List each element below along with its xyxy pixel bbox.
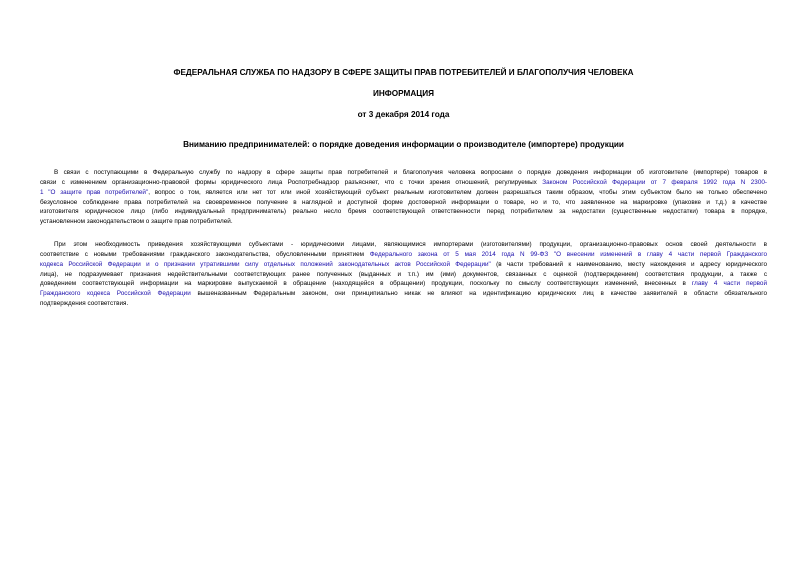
document-title: Вниманию предпринимателей: о порядке доведения информации о производителе (импортере) продукции: [183, 140, 624, 149]
paragraph-1-line: [40, 178, 767, 188]
paragraph-2-line: подтверждения соответствия.: [40, 300, 129, 308]
organization-heading: ФЕДЕРАЛЬНАЯ СЛУЖБА ПО НАДЗОРУ В СФЕРЕ ЗАЩИТЫ ПРАВ ПОТРЕБИТЕЛЕЙ И БЛАГОПОЛУЧИЯ ЧЕЛОВЕКА: [173, 68, 634, 77]
paragraph-1-line: безусловное соблюдение права потребителей на своевременное получение в наглядной и доступной форме достоверной информации о товаре, но и то, что заявленное на маркировке (упаковке и т.д.) в качестве: [40, 198, 767, 206]
paragraph-text: вышеназванным Федеральным законом, они принципиально никак не влияют на идентификацию юридических лиц в качестве заявителей в области обязательного: [190, 290, 767, 298]
paragraph-2-line: [40, 260, 767, 270]
paragraph-2-line: [40, 279, 767, 289]
law-link-consumer-protection[interactable]: Законом Российской Федерации от 7 февраля 1992 года N 2300-: [542, 178, 767, 186]
paragraph-text: , вопрос о том, является или нет тот или иной хозяйствующий субъект реальным изготовителем должен разрешаться таким образом, чтобы этим субъектом было не только обеспечено: [148, 188, 767, 196]
paragraph-1-line: изготовителя юридическое лицо (либо индивидуальный предприниматель) реально несло бремя соответствующей ответственности перед потребителем за недостатки (существенные недостатки) товара в порядке,: [40, 208, 767, 216]
paragraph-2-line: лица), не подразумевает признания недействительными соответствующих ранее полученных (выданных и т.п.) им (ими) документов, связанных с оценкой (подтверждением) соответствия продукции, а также с: [40, 270, 767, 278]
paragraph-text: (в части требований к наименованию, месту нахождения и адресу юридического: [490, 260, 767, 268]
paragraph-2: [40, 240, 767, 309]
law-link-federal-law-99-title[interactable]: кодекса Российской Федерации и о признании утратившими силу отдельных положений законодательных актов Российской Федерации": [40, 260, 491, 268]
paragraph-1-line: установленном законодательством о защите прав потребителей.: [40, 218, 233, 226]
paragraph-text: соответствие с новыми требованиями гражданского законодательства, обусловленными принятием: [40, 250, 370, 258]
law-link-consumer-protection-title[interactable]: 1 "О защите прав потребителей": [40, 188, 149, 196]
document-date: от 3 декабря 2014 года: [357, 110, 450, 119]
paragraph-2-line: [40, 289, 767, 299]
paragraph-1-line: [40, 188, 767, 198]
paragraph-1-line: В связи с поступающими в Федеральную службу по надзору в сфере защиты прав потребителей и благополучия человека вопросами о порядке доведения информации об изготовителе (импортере) товаров в: [54, 169, 767, 176]
law-link-federal-law-99[interactable]: Федерального закона от 5 мая 2014 года N 99-ФЗ "О внесении изменений в главу 4 части первой Гражданского: [369, 250, 767, 258]
paragraph-2-line: [40, 250, 767, 260]
paragraph-text: доведением соответствующей информации на маркировке выпускаемой в обращение (находящейся в обращении) продукции, поскольку по смыслу соответствующих изменений, внесенных в: [40, 280, 692, 288]
paragraph-1: [40, 168, 767, 227]
paragraph-2-line: При этом необходимость приведения хозяйствующими субъектами - юридическими лицами, являющимися импортерами (изготовителями) продукции, организационно-правовых основ своей деятельности в: [54, 241, 767, 248]
document-type-heading: ИНФОРМАЦИЯ: [373, 89, 434, 98]
paragraph-text: связи с изменением организационно-правовой формы юридического лица Роспотребнадзор разъясняет, что с точки зрения отношений, регулируемых: [40, 178, 543, 186]
law-link-civil-code[interactable]: Гражданского кодекса Российской Федерации: [40, 290, 191, 298]
law-link-civil-code-chapter-4[interactable]: главу 4 части первой: [691, 280, 767, 288]
